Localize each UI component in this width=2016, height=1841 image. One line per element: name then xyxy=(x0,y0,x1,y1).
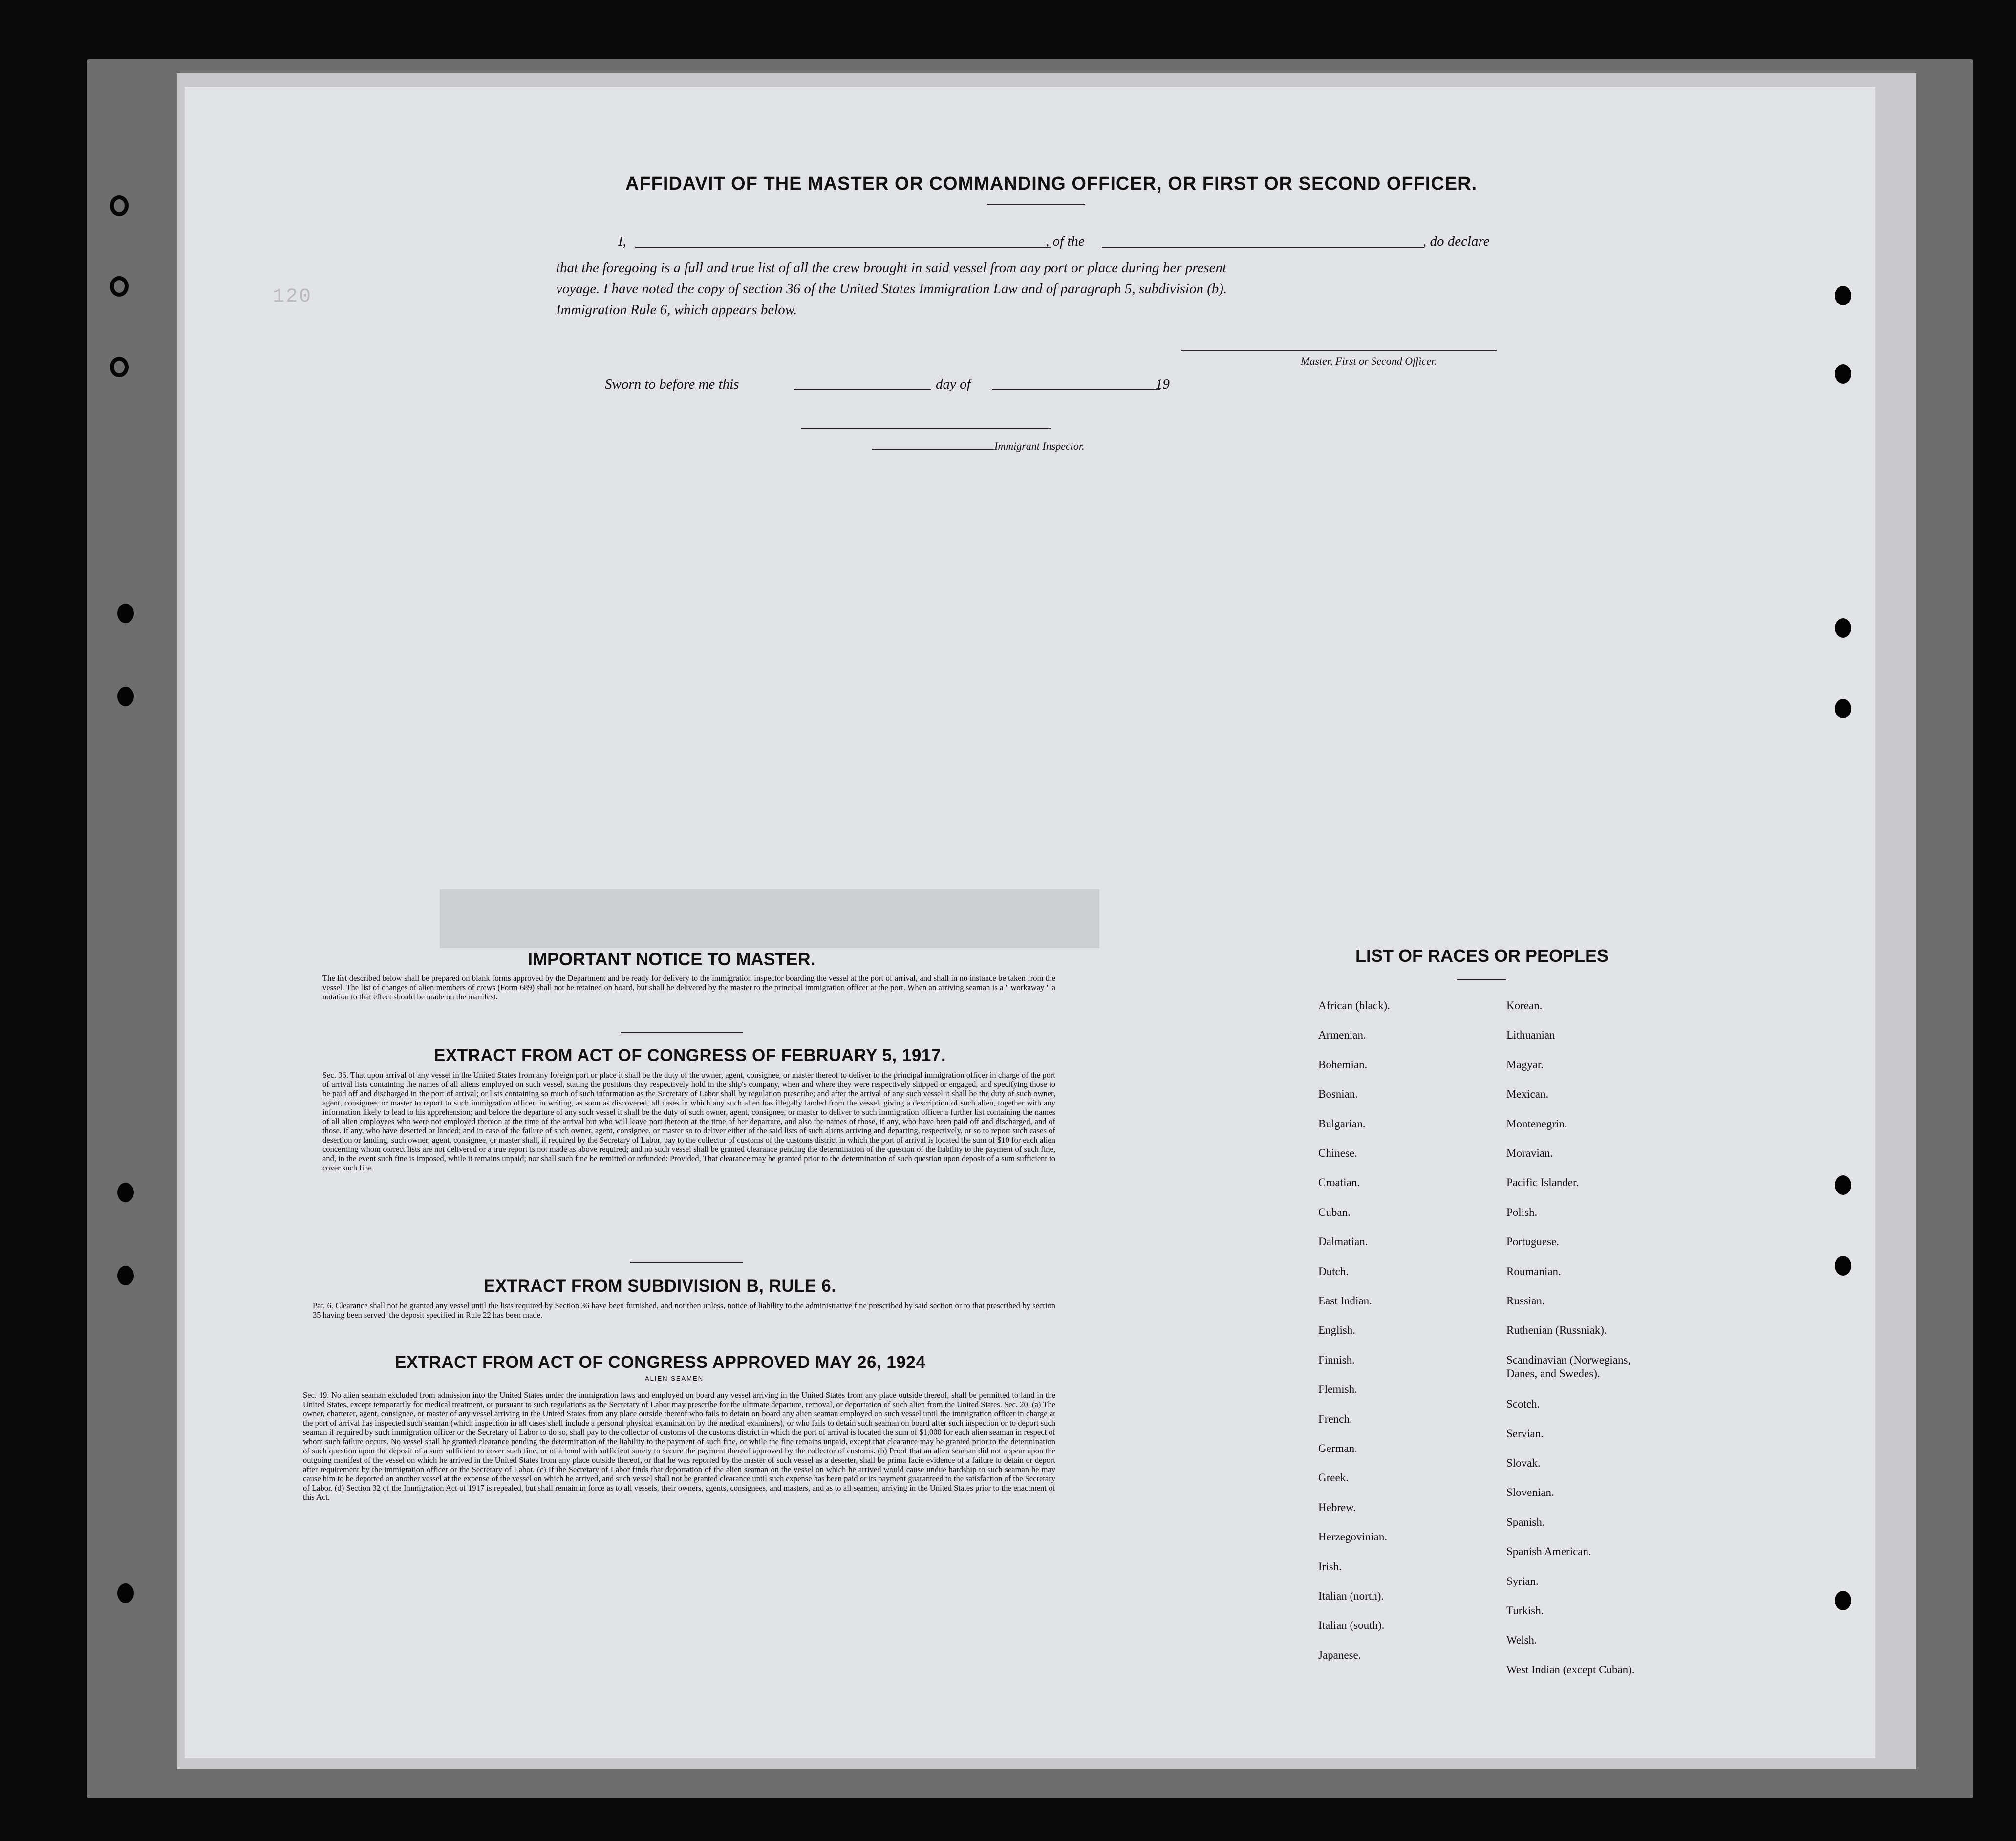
inspector-signature-line-2 xyxy=(872,449,994,450)
punch-hole xyxy=(110,276,129,297)
extract-1917-title: EXTRACT FROM ACT OF CONGRESS OF FEBRUARY 5, 1917. xyxy=(434,1046,946,1065)
race-item: Irish. xyxy=(1318,1560,1342,1573)
race-item: Armenian. xyxy=(1318,1029,1366,1041)
name-line xyxy=(635,247,1051,248)
affidavit-of-the: , of the xyxy=(1046,234,1085,249)
extract-rule6-text: Par. 6. Clearance shall not be granted any vessel until the lists required by Section 36 have been furnished, and not then unless, notice of liability to the administrative fine prescribed by said section or to that prescribed by section 35 having been served, the deposit specified in Rule 22 has been made. xyxy=(313,1301,1055,1320)
affidavit-declare: , do declare xyxy=(1423,234,1490,249)
race-item: Slovenian. xyxy=(1506,1486,1554,1499)
race-item: Montenegrin. xyxy=(1506,1117,1567,1130)
race-item: German. xyxy=(1318,1442,1357,1454)
race-item: Japanese. xyxy=(1318,1648,1361,1661)
inspector-label: Immigrant Inspector. xyxy=(994,440,1085,452)
race-item: Syrian. xyxy=(1506,1575,1539,1587)
race-item: Spanish. xyxy=(1506,1516,1545,1528)
punch-hole xyxy=(1835,1591,1851,1610)
race-item: Servian. xyxy=(1506,1427,1544,1440)
affidavit-title: AFFIDAVIT OF THE MASTER OR COMMANDING OFFICER, OR FIRST OR SECOND OFFICER. xyxy=(625,173,1478,194)
races-title: LIST OF RACES OR PEOPLES xyxy=(1355,946,1609,966)
race-item: Roumanian. xyxy=(1506,1265,1561,1278)
affidavit-i: I, xyxy=(618,234,626,249)
races-divider xyxy=(1457,979,1506,980)
affidavit-line-2: that the foregoing is a full and true list of all the crew brought in said vessel from any port or place during her present xyxy=(556,260,1227,276)
punch-hole xyxy=(1835,618,1851,638)
master-label: Master, First or Second Officer. xyxy=(1301,355,1437,367)
race-item: Ruthenian (Russniak). xyxy=(1506,1324,1607,1337)
extract-1924-text: Sec. 19. No alien seaman excluded from admission into the United States under the immigration laws and employed on board any vessel arriving in the United States from any place outside thereof, shall be permitted to land in the United States, except temporarily for medical treatment, or pursuant to such regulations as the Secretary of Labor may prescribe for the ultimate departure, removal, or deportation of such alien from the United States. Sec. 20. (a) The owner, charterer, agent, consignee, or master of any vessel arriving in the United States from any place outside thereof who fails to detain on board any alien seaman employed on such vessel until the immigration officer in charge at the port of arrival has inspected such seaman (which inspection in all cases shall include a personal physical examination by the medical examiners), or who fails to detain such seaman on board after such inspection or to deport such seaman if required by such immigration officer or the Secretary of Labor to do so, shall pay to the collector of customs of the customs district in which the port of arrival is located the sum of $1,000 for each alien seaman in respect of whom such failure occurs. No vessel shall be granted clearance pending the determination of the liability to the payment of such fine, or while the fine remains unpaid, except that clearance may be granted prior to the determination of such question upon the deposit of a sum sufficient to cover such fine, or of a bond with sufficient surety to secure the payment thereof approved by the collector of customs. (b) Proof that an alien seaman did not appear upon the outgoing manifest of the vessel on which he arrived in the United States from any place outside thereof, or that he was reported by the master of such vessel as a deserter, shall be prima facie evidence of a failure to detain or deport after requirement by the immigration officer or the Secretary of Labor. (c) If the Secretary of Labor finds that deportation of the alien seaman on the vessel on which he arrived would cause undue hardship to such seaman he may cause him to be deported on another vessel at the expense of the vessel on which he arrived, and such vessel shall not be granted clearance until such expense has been paid or its payment guaranteed to the satisfaction of the Secretary of Labor. (d) Section 32 of the Immigration Act of 1917 is repealed, but shall remain in force as to all vessels, their owners, agents, consignees, and masters, and as to all seamen, arriving in the United States prior to the enactment of this Act. xyxy=(303,1390,1055,1502)
race-item: Spanish American. xyxy=(1506,1545,1591,1558)
margin-mark: 120 xyxy=(273,286,313,308)
punch-hole xyxy=(117,1183,134,1202)
race-item: Portuguese. xyxy=(1506,1235,1559,1248)
punch-hole xyxy=(1835,364,1851,384)
race-item: Dalmatian. xyxy=(1318,1235,1368,1248)
punch-hole xyxy=(1835,699,1851,718)
race-item: Slovak. xyxy=(1506,1457,1541,1469)
paper-stain xyxy=(440,889,1099,948)
race-item: Chinese. xyxy=(1318,1147,1357,1159)
race-item: Moravian. xyxy=(1506,1147,1553,1159)
race-item: Magyar. xyxy=(1506,1058,1544,1071)
race-item: English. xyxy=(1318,1324,1356,1337)
extract-1924-title: EXTRACT FROM ACT OF CONGRESS APPROVED MAY 26, 1924 xyxy=(395,1353,926,1372)
extract-1917-text: Sec. 36. That upon arrival of any vessel in the United States from any foreign port or place it shall be the duty of the owner, agent, consignee, or master thereof to deliver to the principal immigration officer in charge of the port of arrival lists containing the names of all aliens employed on such vessel, stating the positions they respectively hold in the ship's company, when and where they were respectively shipped or engaged, and specifying those to be paid off and discharged in the port of arrival; or lists containing so much of such information as the Secretary of Labor shall by regulation prescribe; and after the arrival of any such vessel it shall be the duty of such owner, agent, consignee, or master to report to such immigration officer, in writing, as soon as discovered, all cases in which any such alien has illegally landed from the vessel, giving a description of such alien, together with any information likely to lead to his apprehension; and before the departure of any such vessel it shall be the duty of such owner, agent, consignee, or master to deliver to such immigration officer a further list containing the names of all alien employees who were not employed thereon at the time of the arrival but who will leave port thereon at the time of her departure, and also the names of those, if any, who have been paid off and discharged, and of those, if any, who have deserted or landed; and in case of the failure of such owner, agent, consignee, or master so to deliver either of the said lists of such aliens arriving and departing, respectively, or so to report such cases of desertion or landing, such owner, agent, consignee, or master shall, if required by the Secretary of Labor, pay to the collector of customs of the customs district in which the port of arrival is located the sum of $10 for each alien concerning whom correct lists are not delivered or a true report is not made as above required; and no such vessel shall be granted clearance pending the determination of the question of the liability to the payment of such fine, and, in the event such fine is imposed, while it remains unpaid; nor shall such fine be remitted or refunded: Provided, That clearance may be granted prior to the determination of such question upon deposit of a sum sufficient to cover such fine. xyxy=(322,1070,1055,1172)
race-item: Bosnian. xyxy=(1318,1088,1358,1101)
race-item: Scotch. xyxy=(1506,1398,1540,1410)
race-item: Greek. xyxy=(1318,1472,1349,1484)
race-item: Hebrew. xyxy=(1318,1501,1356,1514)
race-item: Dutch. xyxy=(1318,1265,1349,1278)
day-of: day of xyxy=(936,376,971,392)
punch-hole xyxy=(117,1583,134,1603)
divider xyxy=(621,1032,743,1033)
race-item: Korean. xyxy=(1506,999,1543,1012)
punch-hole xyxy=(1835,286,1851,305)
alien-seamen-subhead: ALIEN SEAMEN xyxy=(645,1375,704,1382)
race-item: Danes, and Swedes). xyxy=(1506,1367,1600,1380)
race-item: Bulgarian. xyxy=(1318,1117,1366,1130)
race-item: Turkish. xyxy=(1506,1604,1544,1617)
affidavit-line-4: Immigration Rule 6, which appears below. xyxy=(556,302,797,318)
punch-hole xyxy=(110,195,129,216)
year-19: 19 xyxy=(1156,376,1170,392)
race-item: Flemish. xyxy=(1318,1383,1357,1396)
punch-hole xyxy=(1835,1175,1851,1195)
punch-hole xyxy=(117,687,134,706)
affidavit-line-3: voyage. I have noted the copy of section 36 of the United States Immigration Law and of paragraph 5, subdivision (b). xyxy=(556,281,1227,297)
race-item: Mexican. xyxy=(1506,1088,1549,1101)
title-underline xyxy=(987,204,1085,205)
race-item: African (black). xyxy=(1318,999,1390,1012)
race-item: Herzegovinian. xyxy=(1318,1531,1388,1543)
race-item: Lithuanian xyxy=(1506,1029,1555,1041)
race-item: Croatian. xyxy=(1318,1176,1360,1189)
inspector-signature-line xyxy=(801,428,1051,429)
sworn-text: Sworn to before me this xyxy=(605,376,739,392)
punch-hole xyxy=(117,604,134,623)
sworn-date-line xyxy=(794,389,931,390)
race-item: Italian (south). xyxy=(1318,1619,1385,1632)
race-item: Bohemian. xyxy=(1318,1058,1368,1071)
race-item: West Indian (except Cuban). xyxy=(1506,1663,1635,1676)
extract-rule6-title: EXTRACT FROM SUBDIVISION B, RULE 6. xyxy=(484,1277,836,1296)
divider xyxy=(630,1262,743,1263)
master-signature-line xyxy=(1181,350,1497,351)
race-item: Cuban. xyxy=(1318,1206,1351,1218)
punch-hole xyxy=(1835,1256,1851,1276)
race-item: Russian. xyxy=(1506,1295,1545,1307)
vessel-line xyxy=(1102,247,1424,248)
race-item: Polish. xyxy=(1506,1206,1538,1218)
race-item: French. xyxy=(1318,1412,1352,1425)
race-item: East Indian. xyxy=(1318,1295,1372,1307)
notice-title: IMPORTANT NOTICE TO MASTER. xyxy=(528,949,815,969)
punch-hole xyxy=(117,1266,134,1285)
race-item: Scandinavian (Norwegians, xyxy=(1506,1353,1631,1366)
punch-hole xyxy=(110,357,129,377)
notice-text: The list described below shall be prepared on blank forms approved by the Department and be ready for delivery to the immigration inspector boarding the vessel at the port of arrival, and shall in no instance be taken from the vessel. The list of changes of alien members of crews (Form 689) shall not be retained on board, but shall be delivered by the master to the principal immigration officer at the port. When an arriving seaman is a " workaway " a notation to that effect should be made on the manifest. xyxy=(322,974,1055,1001)
race-item: Italian (north). xyxy=(1318,1590,1384,1602)
race-item: Welsh. xyxy=(1506,1634,1537,1646)
race-item: Pacific Islander. xyxy=(1506,1176,1579,1189)
sworn-month-line xyxy=(992,389,1160,390)
race-item: Finnish. xyxy=(1318,1353,1355,1366)
